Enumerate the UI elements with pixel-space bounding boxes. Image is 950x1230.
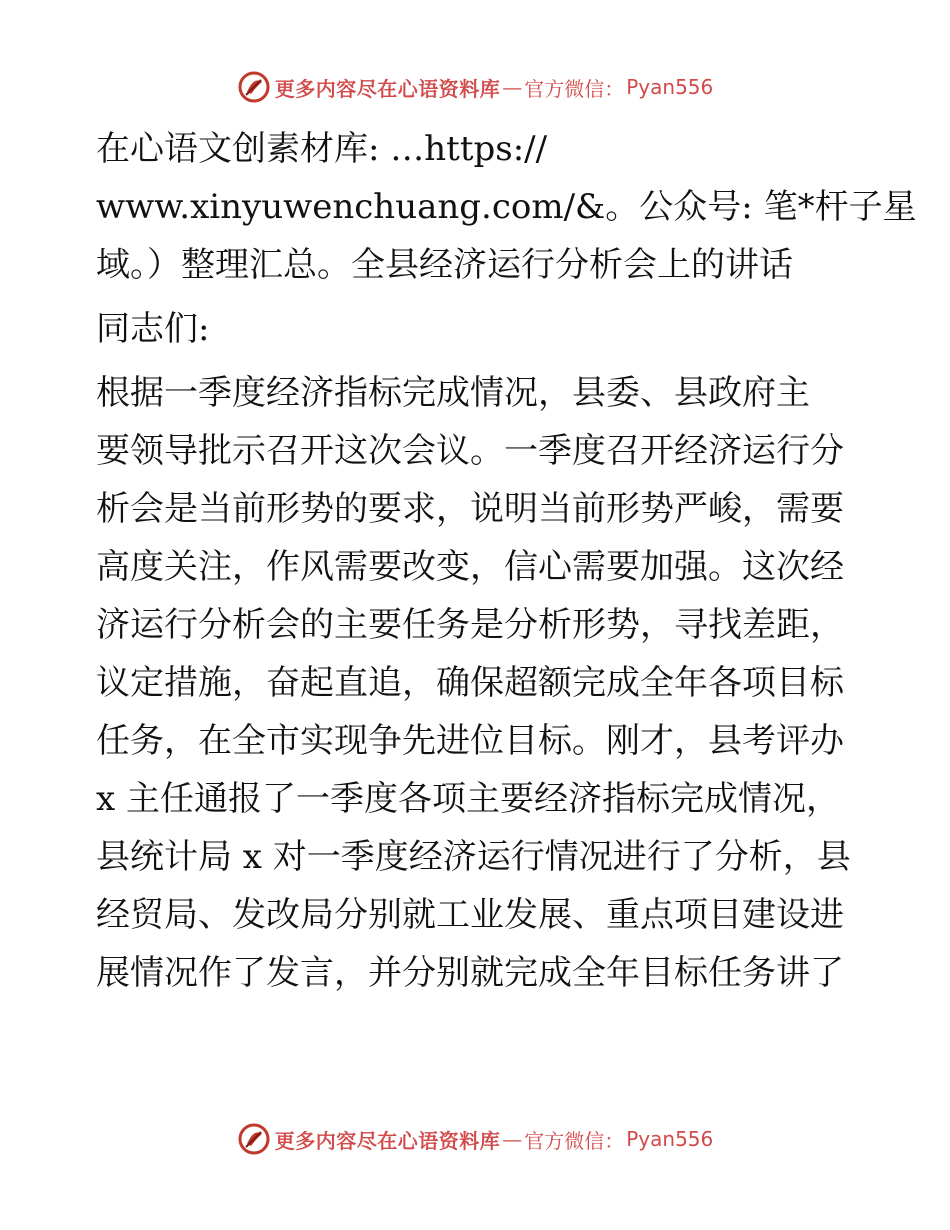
text-line: 展情况作了发言，并分别就完成全年目标任务讲了 [96, 953, 844, 993]
text-line: 任务，在全市实现争先进位目标。刚才，县考评办 [96, 721, 844, 761]
document-body [96, 120, 917, 1002]
text-line: 析会是当前形势的要求，说明当前形势严峻，需要 [96, 489, 844, 529]
text-line: 县统计局 x 对一季度经济运行情况进行了分析，县 [96, 837, 851, 877]
banner-main-text: 更多内容尽在心语资料库 [274, 1128, 501, 1153]
text-line: www.xinyuwenchuang.com/&。公众号: 笔*杆子星 [96, 187, 917, 227]
text-line: 域。）整理汇总。全县经济运行分析会上的讲话 [96, 245, 793, 285]
banner-dash: — [502, 1127, 523, 1151]
banner-wechat-id: Pyan556 [626, 75, 714, 99]
banner-dash: — [502, 75, 523, 99]
brand-logo-icon [237, 1122, 271, 1156]
brand-logo-icon [237, 70, 271, 104]
text-line: 高度关注，作风需要改变，信心需要加强。这次经 [96, 547, 844, 587]
text-line: 济运行分析会的主要任务是分析形势，寻找差距， [96, 605, 844, 645]
header-watermark-banner [0, 70, 950, 104]
text-line: 同志们: [96, 309, 210, 349]
text-line: 议定措施，奋起直追，确保超额完成全年各项目标 [96, 663, 844, 703]
text-line: 要领导批示召开这次会议。一季度召开经济运行分 [96, 431, 844, 471]
banner-main-text: 更多内容尽在心语资料库 [274, 76, 501, 101]
banner-wechat-label: 官方微信： [524, 76, 625, 101]
text-line: x 主任通报了一季度各项主要经济指标完成情况， [96, 779, 840, 819]
text-line: 根据一季度经济指标完成情况，县委、县政府主 [96, 373, 810, 413]
text-line: 在心语文创素材库: …https:// [96, 129, 548, 169]
banner-wechat-id: Pyan556 [626, 1127, 714, 1151]
text-line: 经贸局、发改局分别就工业发展、重点项目建设进 [96, 895, 844, 935]
banner-wechat-label: 官方微信： [524, 1128, 625, 1153]
footer-watermark-banner [0, 1122, 950, 1156]
